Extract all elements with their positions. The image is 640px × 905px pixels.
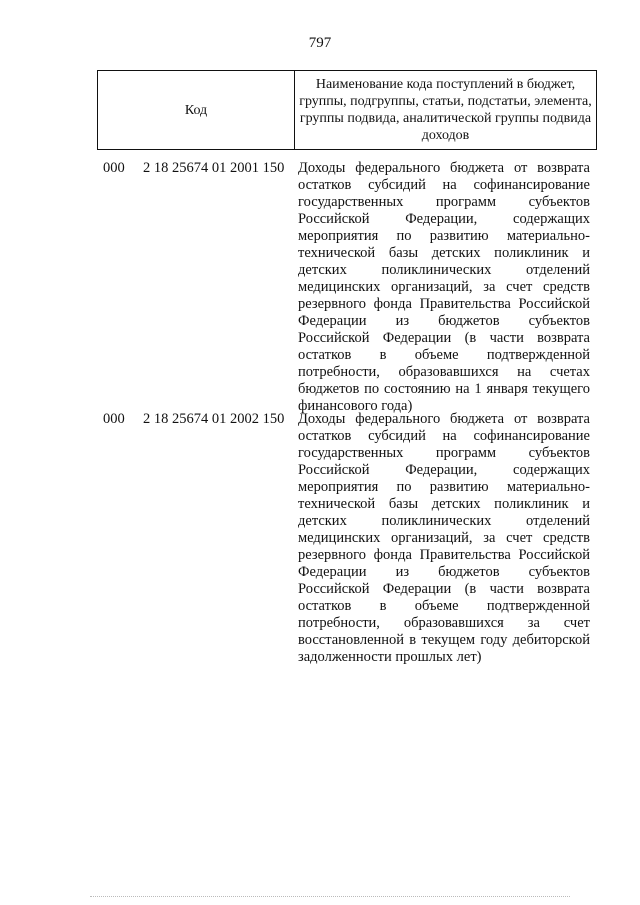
description-line: медицинских организаций, за счет средств — [298, 530, 590, 546]
description-line: потребности, образовавшихся на счетах — [298, 364, 590, 380]
description-line: остатков субсидий на софинансирование — [298, 428, 590, 444]
description-line: технической базы детских поликлиник и — [298, 245, 590, 261]
description-line: Российской Федерации, содержащих — [298, 211, 590, 227]
description-line: остатков субсидий на софинансирование — [298, 177, 590, 193]
page-number: 797 — [308, 35, 332, 51]
description-line: Российской Федерации (в части возврата — [298, 581, 590, 597]
description-line: резервного фонда Правительства Российской — [298, 296, 590, 312]
description-line: остатков в объеме подтвержденной — [298, 347, 590, 363]
revenue-description — [298, 411, 590, 666]
description-line: Доходы федерального бюджета от возврата — [298, 411, 590, 427]
description-line: Доходы федерального бюджета от возврата — [298, 160, 590, 176]
description-line: Российской Федерации (в части возврата — [298, 330, 590, 346]
description-line: детских поликлинических отделений — [298, 262, 590, 278]
description-line: восстановленной в текущем году дебиторской — [298, 632, 590, 648]
description-line: бюджетов по состоянию на 1 января текущего — [298, 381, 590, 397]
revenue-code: 2 18 25674 01 2002 150 — [143, 411, 285, 427]
admin-code: 000 — [103, 411, 125, 427]
description-line: медицинских организаций, за счет средств — [298, 279, 590, 295]
admin-code: 000 — [103, 160, 125, 176]
description-line: финансового года) — [298, 398, 413, 414]
description-line: детских поликлинических отделений — [298, 513, 590, 529]
description-line: задолженности прошлых лет) — [298, 649, 482, 665]
description-line: потребности, образовавшихся за счет — [298, 615, 590, 631]
header-name-cell: Наименование кода поступлений в бюджет, группы, подгруппы, статьи, подстатьи, элемента, группы подвида, аналитической группы подвида доходов — [295, 71, 597, 150]
revenue-code: 2 18 25674 01 2001 150 — [143, 160, 285, 176]
description-line: остатков в объеме подтвержденной — [298, 598, 590, 614]
description-line: технической базы детских поликлиник и — [298, 496, 590, 512]
description-line: Федерации из бюджетов субъектов — [298, 564, 590, 580]
description-line: Федерации из бюджетов субъектов — [298, 313, 590, 329]
description-line: Российской Федерации, содержащих — [298, 462, 590, 478]
description-line: мероприятия по развитию материально- — [298, 228, 590, 244]
description-line: мероприятия по развитию материально- — [298, 479, 590, 495]
description-line: государственных программ субъектов — [298, 194, 590, 210]
header-row — [98, 71, 597, 150]
scan-edge-line — [90, 896, 570, 898]
header-table — [97, 70, 597, 150]
header-code-cell: Код — [98, 71, 295, 150]
description-line: государственных программ субъектов — [298, 445, 590, 461]
revenue-description — [298, 160, 590, 415]
description-line: резервного фонда Правительства Российской — [298, 547, 590, 563]
